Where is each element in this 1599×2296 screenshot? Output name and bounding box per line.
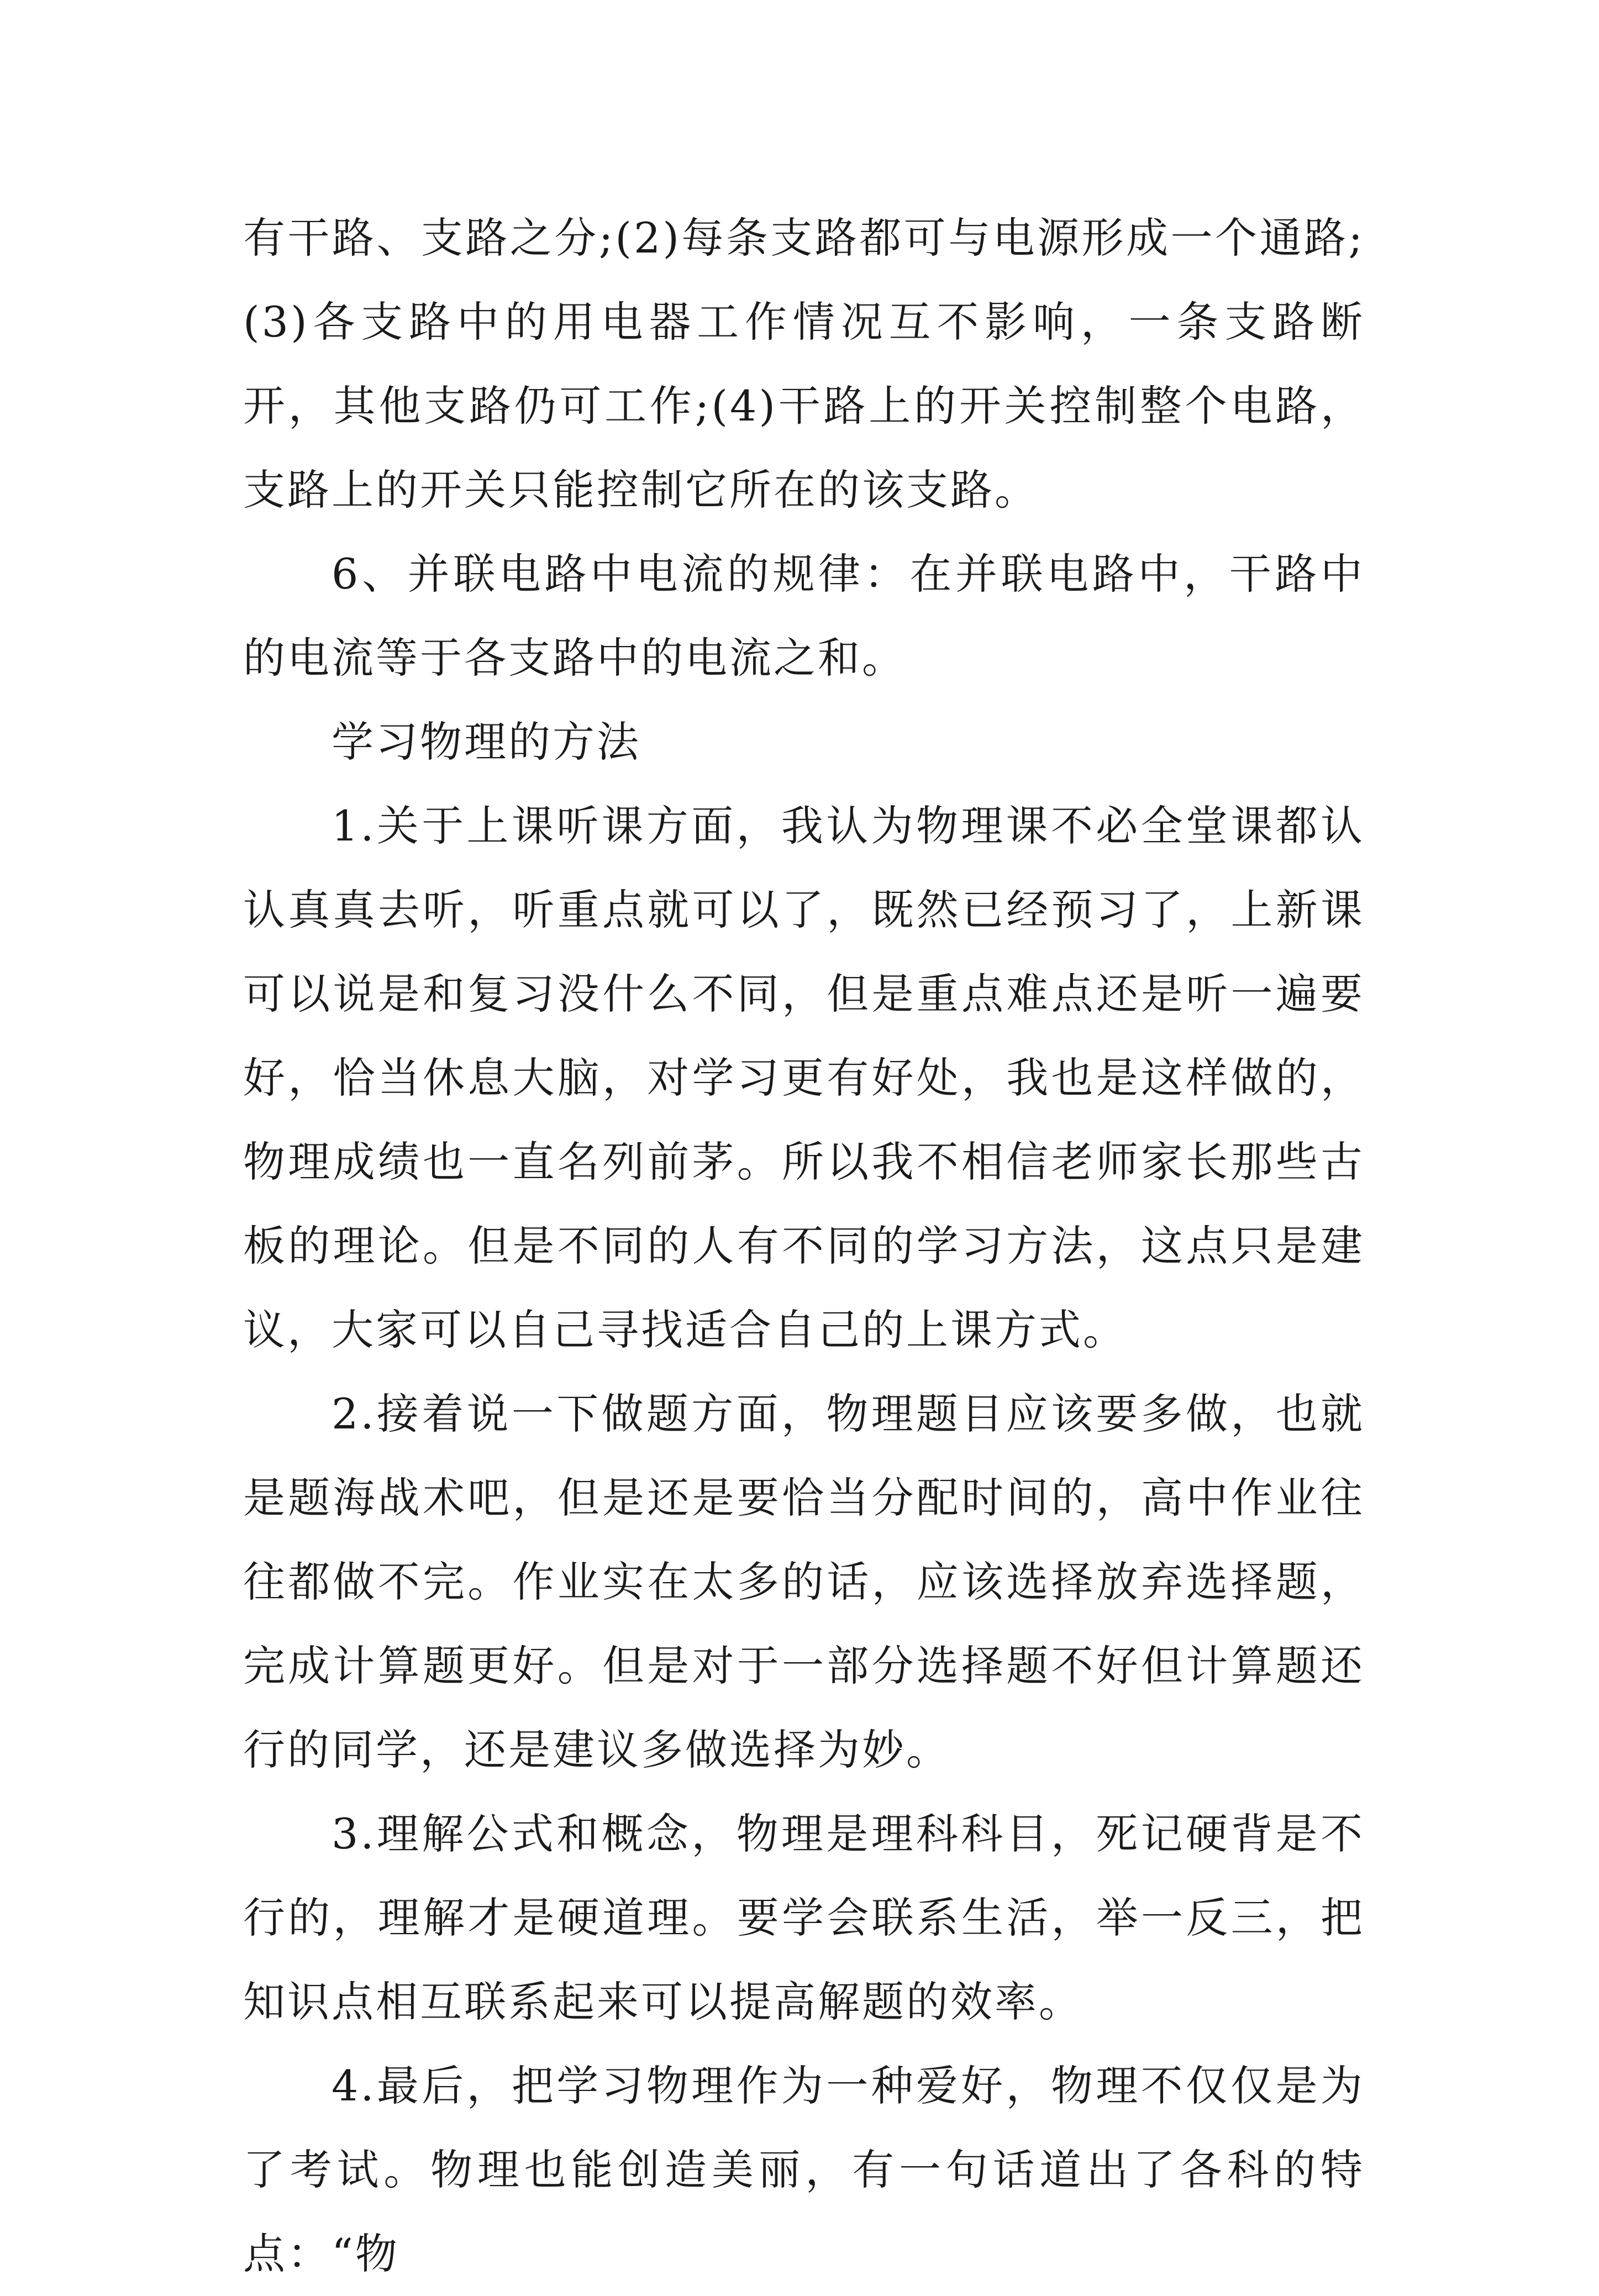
document-body (243, 196, 1365, 2296)
paragraph-parallel-current-rule: 6、并联电路中电流的规律：在并联电路中，干路中的电流等于各支路中的电流之和。 (243, 549, 1365, 682)
paragraph-continued-parallel-circuit-features: 有干路、支路之分;(2)每条支路都可与电源形成一个通路;(3)各支路中的用电器工作情况互不影响，一条支路断开，其他支路仍可工作;(4)干路上的开关控制整个电路，支路上的开关只能控制它所在的该支路。 (243, 213, 1365, 514)
paragraph-method-1-lectures: 1.关于上课听课方面，我认为物理课不必全堂课都认认真真去听，听重点就可以了，既然已经预习了，上新课可以说是和复习没什么不同，但是重点难点还是听一遍要好，恰当休息大脑，对学习更有好处，我也是这样做的，物理成绩也一直名列前茅。所以我不相信老师家长那些古板的理论。但是不同的人有不同的学习方法，这点只是建议，大家可以自己寻找适合自己的上课方式。 (243, 801, 1365, 1354)
section-heading-study-methods: 学习物理的方法 (332, 717, 641, 766)
paragraph-method-3-concepts: 3.理解公式和概念，物理是理科科目，死记硬背是不行的，理解才是硬道理。要学会联系生活，举一反三，把知识点相互联系起来可以提高解题的效率。 (243, 1809, 1365, 2026)
paragraph-method-2-exercises: 2.接着说一下做题方面，物理题目应该要多做，也就是题海战术吧，但是还是要恰当分配时间的，高中作业往往都做不完。作业实在太多的话，应该选择放弃选择题，完成计算题更好。但是对于一部分选择题不好但计算题还行的同学，还是建议多做选择为妙。 (243, 1389, 1365, 1774)
paragraph-method-4-hobby: 4.最后，把学习物理作为一种爱好，物理不仅仅是为了考试。物理也能创造美丽，有一句话道出了各科的特点：“物 (243, 2061, 1365, 2278)
